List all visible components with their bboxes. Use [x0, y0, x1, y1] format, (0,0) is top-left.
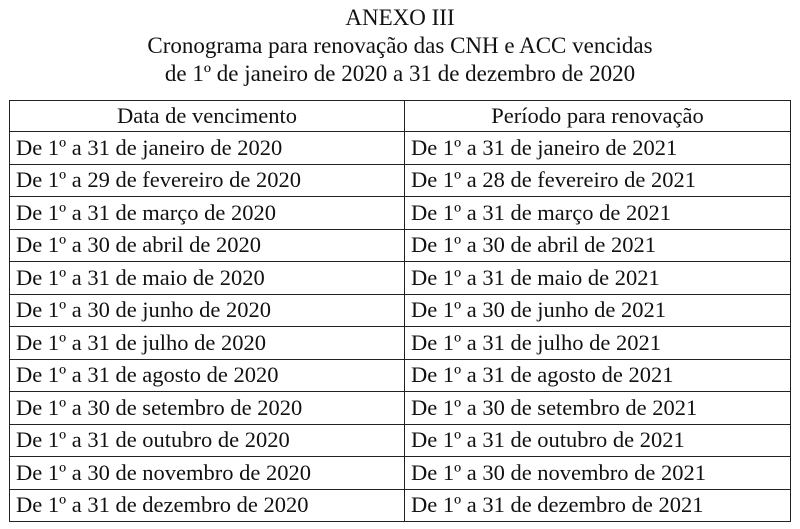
- table-row: [10, 294, 791, 327]
- column-header-expiry-date: Data de vencimento: [10, 101, 405, 132]
- renewal-period-cell: De 1º a 30 de junho de 2021: [405, 294, 791, 327]
- schedule-subtitle: de 1º de janeiro de 2020 a 31 de dezembro de 2020: [164, 61, 636, 86]
- expiry-date-cell: De 1º a 31 de outubro de 2020: [10, 424, 405, 457]
- renewal-period-cell: De 1º a 31 de agosto de 2021: [405, 359, 791, 392]
- renewal-period-cell: De 1º a 31 de maio de 2021: [405, 262, 791, 295]
- renewal-period-cell: De 1º a 31 de março de 2021: [405, 197, 791, 230]
- expiry-date-cell: De 1º a 30 de novembro de 2020: [10, 457, 405, 490]
- expiry-date-cell: De 1º a 31 de maio de 2020: [10, 262, 405, 295]
- table-row: [10, 327, 791, 360]
- renewal-period-cell: De 1º a 31 de janeiro de 2021: [405, 132, 791, 165]
- column-header-renewal-period: Período para renovação: [405, 101, 791, 132]
- renewal-period-cell: De 1º a 30 de abril de 2021: [405, 229, 791, 262]
- renewal-period-cell: De 1º a 31 de outubro de 2021: [405, 424, 791, 457]
- expiry-date-cell: De 1º a 29 de fevereiro de 2020: [10, 164, 405, 197]
- schedule-title: Cronograma para renovação das CNH e ACC vencidas: [147, 33, 653, 58]
- expiry-date-cell: De 1º a 31 de julho de 2020: [10, 327, 405, 360]
- table-row: [10, 489, 791, 522]
- table-row: [10, 359, 791, 392]
- expiry-date-cell: De 1º a 31 de dezembro de 2020: [10, 489, 405, 522]
- renewal-period-cell: De 1º a 30 de novembro de 2021: [405, 457, 791, 490]
- table-row: [10, 457, 791, 490]
- table-row: [10, 229, 791, 262]
- table-row: [10, 132, 791, 165]
- expiry-date-cell: De 1º a 31 de janeiro de 2020: [10, 132, 405, 165]
- table-row: [10, 164, 791, 197]
- renewal-period-cell: De 1º a 31 de dezembro de 2021: [405, 489, 791, 522]
- expiry-date-cell: De 1º a 31 de agosto de 2020: [10, 359, 405, 392]
- document-heading: [0, 0, 800, 88]
- renewal-schedule-table: [9, 100, 791, 522]
- table-row: [10, 197, 791, 230]
- renewal-period-cell: De 1º a 31 de julho de 2021: [405, 327, 791, 360]
- table-row: [10, 262, 791, 295]
- expiry-date-cell: De 1º a 30 de abril de 2020: [10, 229, 405, 262]
- table-header-row: [10, 101, 791, 132]
- renewal-period-cell: De 1º a 30 de setembro de 2021: [405, 392, 791, 425]
- table-row: [10, 424, 791, 457]
- expiry-date-cell: De 1º a 30 de setembro de 2020: [10, 392, 405, 425]
- annex-title: ANEXO III: [345, 5, 455, 30]
- renewal-period-cell: De 1º a 28 de fevereiro de 2021: [405, 164, 791, 197]
- expiry-date-cell: De 1º a 31 de março de 2020: [10, 197, 405, 230]
- expiry-date-cell: De 1º a 30 de junho de 2020: [10, 294, 405, 327]
- table-body: [10, 132, 791, 522]
- table-row: [10, 392, 791, 425]
